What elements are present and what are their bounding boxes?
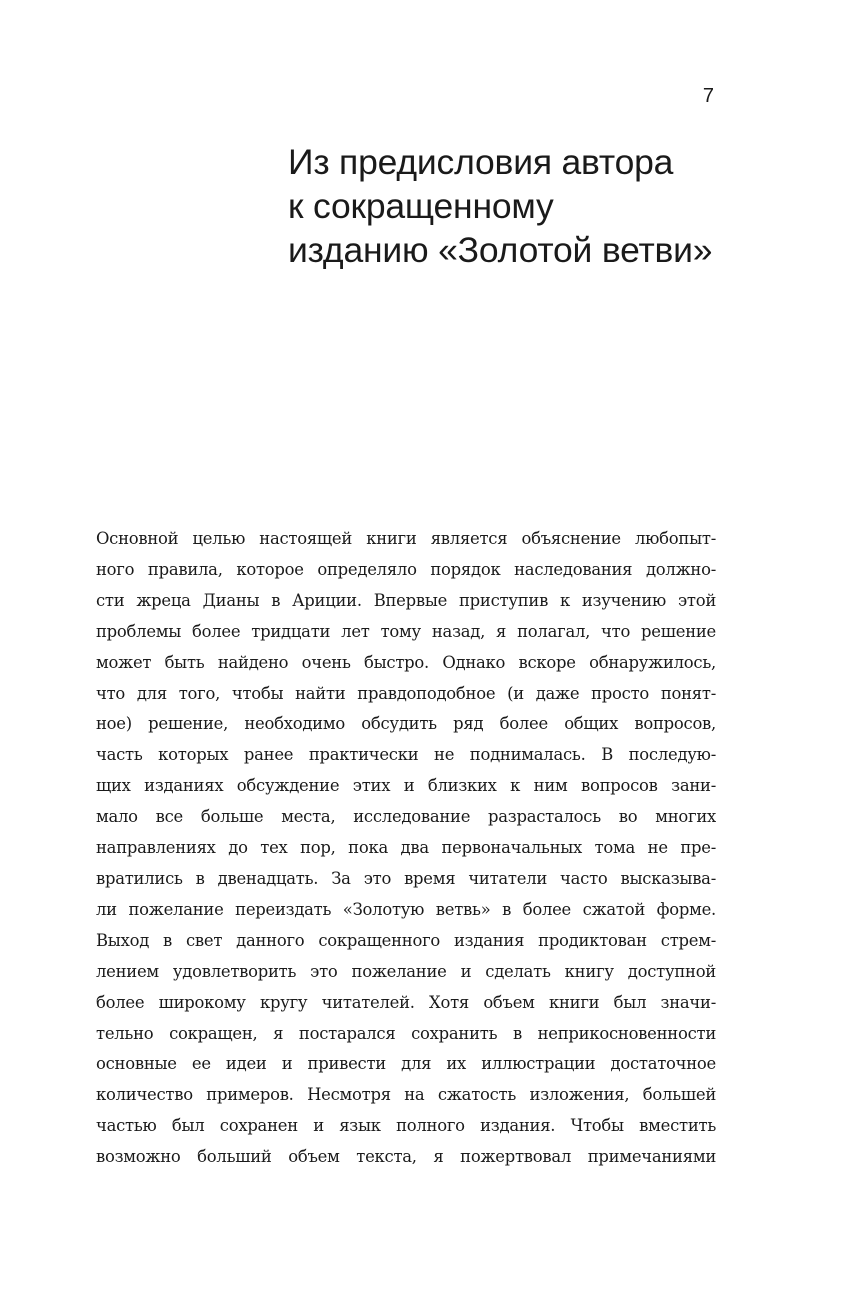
text-line: может быть найдено очень быстро. Однако вскоре обнаружилось,	[96, 652, 716, 672]
text-line: сти жреца Дианы в Ариции. Впервые приступив к изучению этой	[96, 590, 716, 610]
text-line: основные ее идеи и привести для их иллюстрации достаточное	[96, 1054, 716, 1074]
text-line: Выход в свет данного сокращенного издания продиктован стрем-	[96, 930, 716, 950]
text-line: ного правила, которое определяло порядок наследования должно-	[96, 559, 716, 579]
text-line: частью был сохранен и язык полного издания. Чтобы вместить	[96, 1116, 716, 1136]
text-line: количество примеров. Несмотря на сжатость изложения, большей	[96, 1085, 716, 1105]
text-line: мало все больше места, исследование разрасталось во многих	[96, 807, 716, 827]
text-line: ли пожелание переиздать «Золотую ветвь» в более сжатой форме.	[96, 899, 716, 919]
body-paragraph	[96, 524, 716, 1173]
text-line: что для того, чтобы найти правдоподобное (и даже просто понят-	[96, 683, 716, 703]
chapter-title-line: изданию «Золотой ветви»	[288, 230, 713, 270]
text-line: вратились в двенадцать. За это время читатели часто высказыва-	[96, 868, 716, 888]
text-line: Основной целью настоящей книги является объяснение любопыт-	[96, 529, 716, 548]
chapter-title	[288, 140, 748, 272]
text-line: проблемы более тридцати лет тому назад, я полагал, что решение	[96, 621, 716, 641]
text-line: лением удовлетворить это пожелание и сделать книгу доступной	[96, 961, 716, 981]
text-line: щих изданиях обсуждение этих и близких к ним вопросов зани-	[96, 776, 716, 796]
page-number: 7	[702, 85, 714, 107]
text-line: тельно сокращен, я постарался сохранить в неприкосновенности	[96, 1023, 716, 1043]
text-line: часть которых ранее практически не поднималась. В последую-	[96, 745, 716, 765]
text-line: более широкому кругу читателей. Хотя объем книги был значи-	[96, 992, 716, 1012]
text-line: ное) решение, необходимо обсудить ряд более общих вопросов,	[96, 714, 716, 734]
chapter-title-line: к сокращенному	[288, 186, 554, 226]
text-line: возможно больший объем текста, я пожертвовал примечаниями	[96, 1147, 716, 1167]
text-line: направлениях до тех пор, пока два первоначальных тома не пре-	[96, 838, 716, 858]
chapter-title-line: Из предисловия автора	[288, 142, 674, 182]
